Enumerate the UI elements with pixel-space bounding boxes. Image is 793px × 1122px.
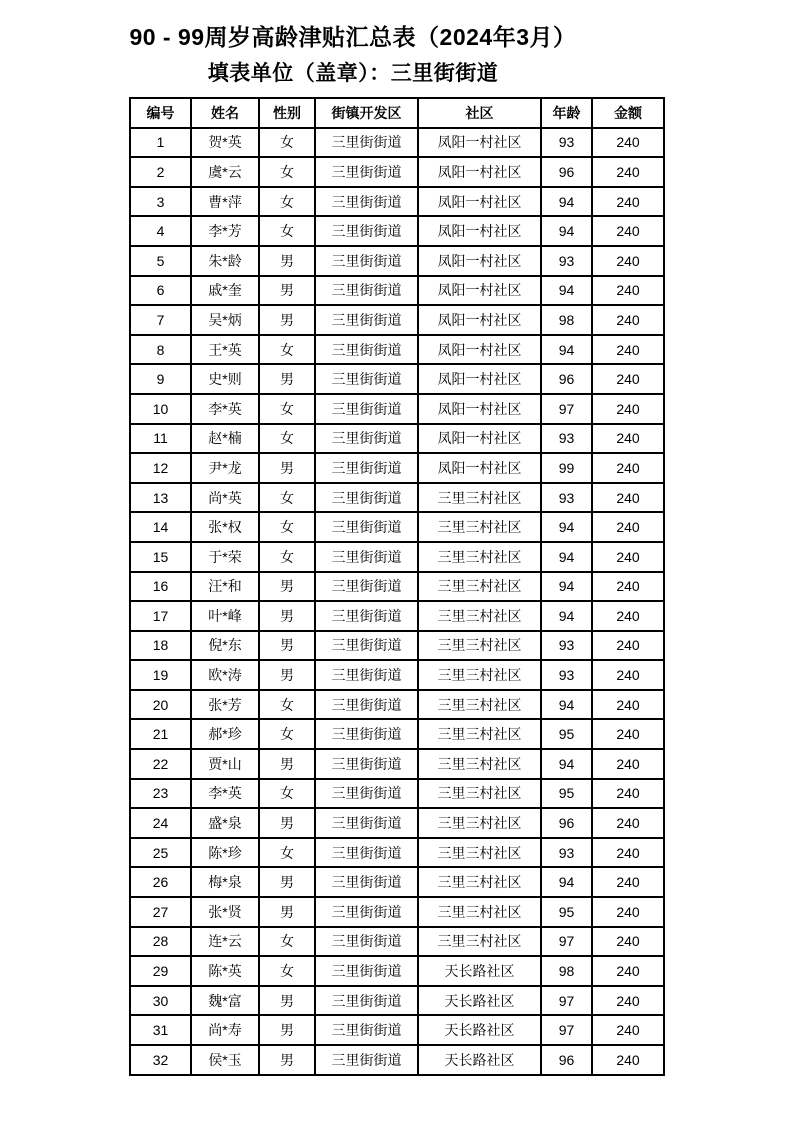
table-row bbox=[130, 394, 664, 424]
cell-amount: 240 bbox=[592, 216, 664, 246]
cell-name: 尚*英 bbox=[191, 483, 259, 513]
cell-street: 三里街街道 bbox=[315, 927, 418, 957]
cell-number: 31 bbox=[130, 1015, 191, 1045]
cell-amount: 240 bbox=[592, 986, 664, 1016]
cell-name: 史*则 bbox=[191, 364, 259, 394]
cell-name: 赵*楠 bbox=[191, 424, 259, 454]
cell-age: 98 bbox=[541, 305, 592, 335]
cell-amount: 240 bbox=[592, 364, 664, 394]
cell-name: 陈*英 bbox=[191, 956, 259, 986]
cell-name: 尹*龙 bbox=[191, 453, 259, 483]
cell-community: 凤阳一村社区 bbox=[418, 453, 541, 483]
cell-street: 三里街街道 bbox=[315, 394, 418, 424]
table-row bbox=[130, 246, 664, 276]
cell-gender: 女 bbox=[259, 719, 315, 749]
cell-amount: 240 bbox=[592, 808, 664, 838]
cell-number: 10 bbox=[130, 394, 191, 424]
cell-street: 三里街街道 bbox=[315, 1045, 418, 1075]
cell-street: 三里街街道 bbox=[315, 364, 418, 394]
table-row bbox=[130, 453, 664, 483]
column-header-gender: 性别 bbox=[259, 98, 315, 128]
cell-number: 32 bbox=[130, 1045, 191, 1075]
cell-amount: 240 bbox=[592, 867, 664, 897]
cell-amount: 240 bbox=[592, 542, 664, 572]
cell-community: 三里三村社区 bbox=[418, 601, 541, 631]
cell-age: 94 bbox=[541, 749, 592, 779]
cell-street: 三里街街道 bbox=[315, 690, 418, 720]
cell-name: 郝*珍 bbox=[191, 719, 259, 749]
table-header-row bbox=[130, 98, 664, 128]
cell-name: 李*芳 bbox=[191, 216, 259, 246]
table-row bbox=[130, 216, 664, 246]
table-row bbox=[130, 364, 664, 394]
cell-amount: 240 bbox=[592, 453, 664, 483]
cell-amount: 240 bbox=[592, 512, 664, 542]
cell-age: 94 bbox=[541, 512, 592, 542]
cell-amount: 240 bbox=[592, 424, 664, 454]
cell-number: 14 bbox=[130, 512, 191, 542]
page-title: 90 - 99周岁高龄津贴汇总表（2024年3月） bbox=[129, 24, 577, 50]
cell-name: 贺*英 bbox=[191, 128, 259, 158]
cell-age: 94 bbox=[541, 216, 592, 246]
cell-number: 29 bbox=[130, 956, 191, 986]
cell-amount: 240 bbox=[592, 335, 664, 365]
cell-community: 凤阳一村社区 bbox=[418, 246, 541, 276]
cell-name: 曹*萍 bbox=[191, 187, 259, 217]
cell-amount: 240 bbox=[592, 660, 664, 690]
cell-number: 18 bbox=[130, 631, 191, 661]
cell-age: 97 bbox=[541, 986, 592, 1016]
cell-number: 16 bbox=[130, 572, 191, 602]
cell-name: 魏*富 bbox=[191, 986, 259, 1016]
table-row bbox=[130, 335, 664, 365]
cell-gender: 女 bbox=[259, 927, 315, 957]
cell-age: 94 bbox=[541, 867, 592, 897]
cell-number: 20 bbox=[130, 690, 191, 720]
cell-name: 李*英 bbox=[191, 394, 259, 424]
cell-name: 戚*奎 bbox=[191, 276, 259, 306]
table-row bbox=[130, 690, 664, 720]
cell-community: 三里三村社区 bbox=[418, 808, 541, 838]
cell-gender: 女 bbox=[259, 424, 315, 454]
cell-gender: 男 bbox=[259, 246, 315, 276]
cell-gender: 女 bbox=[259, 335, 315, 365]
cell-number: 8 bbox=[130, 335, 191, 365]
table-row bbox=[130, 276, 664, 306]
cell-community: 天长路社区 bbox=[418, 1015, 541, 1045]
cell-gender: 男 bbox=[259, 276, 315, 306]
cell-name: 张*贤 bbox=[191, 897, 259, 927]
cell-amount: 240 bbox=[592, 276, 664, 306]
cell-street: 三里街街道 bbox=[315, 424, 418, 454]
cell-name: 侯*玉 bbox=[191, 1045, 259, 1075]
cell-community: 凤阳一村社区 bbox=[418, 187, 541, 217]
cell-street: 三里街街道 bbox=[315, 867, 418, 897]
cell-community: 三里三村社区 bbox=[418, 631, 541, 661]
cell-gender: 女 bbox=[259, 216, 315, 246]
cell-age: 94 bbox=[541, 572, 592, 602]
cell-gender: 女 bbox=[259, 779, 315, 809]
cell-amount: 240 bbox=[592, 483, 664, 513]
cell-number: 12 bbox=[130, 453, 191, 483]
cell-community: 天长路社区 bbox=[418, 956, 541, 986]
cell-number: 17 bbox=[130, 601, 191, 631]
cell-name: 于*荣 bbox=[191, 542, 259, 572]
table-row bbox=[130, 779, 664, 809]
cell-number: 4 bbox=[130, 216, 191, 246]
cell-community: 凤阳一村社区 bbox=[418, 335, 541, 365]
cell-street: 三里街街道 bbox=[315, 542, 418, 572]
cell-street: 三里街街道 bbox=[315, 246, 418, 276]
cell-gender: 男 bbox=[259, 749, 315, 779]
cell-street: 三里街街道 bbox=[315, 187, 418, 217]
cell-age: 95 bbox=[541, 719, 592, 749]
page-subtitle: 填表单位（盖章）：三里街街道 bbox=[207, 62, 499, 85]
cell-street: 三里街街道 bbox=[315, 719, 418, 749]
table-header bbox=[130, 98, 664, 128]
table-row bbox=[130, 512, 664, 542]
cell-gender: 女 bbox=[259, 187, 315, 217]
cell-age: 94 bbox=[541, 601, 592, 631]
cell-community: 凤阳一村社区 bbox=[418, 157, 541, 187]
cell-name: 盛*泉 bbox=[191, 808, 259, 838]
cell-number: 25 bbox=[130, 838, 191, 868]
cell-street: 三里街街道 bbox=[315, 956, 418, 986]
cell-community: 三里三村社区 bbox=[418, 897, 541, 927]
cell-street: 三里街街道 bbox=[315, 897, 418, 927]
cell-gender: 女 bbox=[259, 838, 315, 868]
cell-name: 张*芳 bbox=[191, 690, 259, 720]
cell-amount: 240 bbox=[592, 157, 664, 187]
cell-name: 叶*峰 bbox=[191, 601, 259, 631]
cell-number: 27 bbox=[130, 897, 191, 927]
cell-gender: 男 bbox=[259, 986, 315, 1016]
cell-age: 93 bbox=[541, 424, 592, 454]
cell-age: 93 bbox=[541, 483, 592, 513]
cell-community: 三里三村社区 bbox=[418, 927, 541, 957]
cell-amount: 240 bbox=[592, 246, 664, 276]
cell-community: 三里三村社区 bbox=[418, 779, 541, 809]
cell-age: 97 bbox=[541, 394, 592, 424]
cell-age: 94 bbox=[541, 542, 592, 572]
cell-community: 凤阳一村社区 bbox=[418, 216, 541, 246]
cell-community: 三里三村社区 bbox=[418, 719, 541, 749]
cell-gender: 男 bbox=[259, 364, 315, 394]
cell-age: 94 bbox=[541, 690, 592, 720]
cell-name: 倪*东 bbox=[191, 631, 259, 661]
cell-number: 19 bbox=[130, 660, 191, 690]
cell-name: 汪*和 bbox=[191, 572, 259, 602]
cell-gender: 男 bbox=[259, 305, 315, 335]
cell-street: 三里街街道 bbox=[315, 749, 418, 779]
cell-name: 朱*龄 bbox=[191, 246, 259, 276]
cell-community: 凤阳一村社区 bbox=[418, 305, 541, 335]
cell-gender: 女 bbox=[259, 512, 315, 542]
cell-name: 梅*泉 bbox=[191, 867, 259, 897]
cell-gender: 女 bbox=[259, 483, 315, 513]
cell-name: 连*云 bbox=[191, 927, 259, 957]
cell-amount: 240 bbox=[592, 927, 664, 957]
cell-street: 三里街街道 bbox=[315, 779, 418, 809]
cell-number: 15 bbox=[130, 542, 191, 572]
cell-number: 5 bbox=[130, 246, 191, 276]
table-row bbox=[130, 483, 664, 513]
cell-age: 97 bbox=[541, 927, 592, 957]
cell-number: 2 bbox=[130, 157, 191, 187]
cell-number: 11 bbox=[130, 424, 191, 454]
cell-amount: 240 bbox=[592, 394, 664, 424]
cell-age: 94 bbox=[541, 335, 592, 365]
cell-street: 三里街街道 bbox=[315, 276, 418, 306]
cell-amount: 240 bbox=[592, 897, 664, 927]
cell-gender: 男 bbox=[259, 867, 315, 897]
cell-amount: 240 bbox=[592, 749, 664, 779]
cell-age: 93 bbox=[541, 660, 592, 690]
heading-block bbox=[0, 0, 706, 86]
cell-number: 23 bbox=[130, 779, 191, 809]
cell-gender: 男 bbox=[259, 631, 315, 661]
cell-gender: 男 bbox=[259, 1015, 315, 1045]
table-row bbox=[130, 749, 664, 779]
table-row bbox=[130, 128, 664, 158]
cell-gender: 男 bbox=[259, 601, 315, 631]
cell-amount: 240 bbox=[592, 631, 664, 661]
cell-name: 张*权 bbox=[191, 512, 259, 542]
table-row bbox=[130, 305, 664, 335]
cell-street: 三里街街道 bbox=[315, 453, 418, 483]
cell-name: 陈*珍 bbox=[191, 838, 259, 868]
cell-number: 21 bbox=[130, 719, 191, 749]
cell-community: 三里三村社区 bbox=[418, 512, 541, 542]
cell-number: 7 bbox=[130, 305, 191, 335]
cell-number: 13 bbox=[130, 483, 191, 513]
table-row bbox=[130, 187, 664, 217]
cell-amount: 240 bbox=[592, 572, 664, 602]
cell-name: 尚*寿 bbox=[191, 1015, 259, 1045]
cell-amount: 240 bbox=[592, 128, 664, 158]
cell-amount: 240 bbox=[592, 601, 664, 631]
column-header-name: 姓名 bbox=[191, 98, 259, 128]
cell-street: 三里街街道 bbox=[315, 986, 418, 1016]
cell-name: 吴*炳 bbox=[191, 305, 259, 335]
table-row bbox=[130, 1045, 664, 1075]
cell-number: 22 bbox=[130, 749, 191, 779]
column-header-community: 社区 bbox=[418, 98, 541, 128]
cell-amount: 240 bbox=[592, 690, 664, 720]
cell-gender: 女 bbox=[259, 128, 315, 158]
cell-age: 99 bbox=[541, 453, 592, 483]
cell-amount: 240 bbox=[592, 838, 664, 868]
cell-community: 三里三村社区 bbox=[418, 749, 541, 779]
cell-street: 三里街街道 bbox=[315, 660, 418, 690]
cell-number: 9 bbox=[130, 364, 191, 394]
table-row bbox=[130, 660, 664, 690]
cell-community: 凤阳一村社区 bbox=[418, 128, 541, 158]
cell-community: 三里三村社区 bbox=[418, 838, 541, 868]
cell-number: 26 bbox=[130, 867, 191, 897]
table-row bbox=[130, 956, 664, 986]
cell-community: 凤阳一村社区 bbox=[418, 364, 541, 394]
cell-name: 贾*山 bbox=[191, 749, 259, 779]
cell-number: 28 bbox=[130, 927, 191, 957]
cell-street: 三里街街道 bbox=[315, 572, 418, 602]
column-header-amount: 金额 bbox=[592, 98, 664, 128]
cell-age: 93 bbox=[541, 128, 592, 158]
cell-number: 3 bbox=[130, 187, 191, 217]
cell-gender: 女 bbox=[259, 157, 315, 187]
cell-community: 三里三村社区 bbox=[418, 542, 541, 572]
cell-gender: 女 bbox=[259, 690, 315, 720]
cell-age: 95 bbox=[541, 779, 592, 809]
cell-age: 94 bbox=[541, 187, 592, 217]
cell-number: 30 bbox=[130, 986, 191, 1016]
cell-gender: 男 bbox=[259, 453, 315, 483]
cell-community: 三里三村社区 bbox=[418, 867, 541, 897]
table-row bbox=[130, 601, 664, 631]
cell-name: 欧*涛 bbox=[191, 660, 259, 690]
cell-gender: 女 bbox=[259, 394, 315, 424]
cell-number: 24 bbox=[130, 808, 191, 838]
cell-age: 96 bbox=[541, 1045, 592, 1075]
cell-street: 三里街街道 bbox=[315, 1015, 418, 1045]
cell-age: 93 bbox=[541, 631, 592, 661]
cell-street: 三里街街道 bbox=[315, 512, 418, 542]
column-header-street: 街镇开发区 bbox=[315, 98, 418, 128]
cell-age: 98 bbox=[541, 956, 592, 986]
cell-number: 1 bbox=[130, 128, 191, 158]
cell-age: 93 bbox=[541, 838, 592, 868]
column-header-number: 编号 bbox=[130, 98, 191, 128]
cell-number: 6 bbox=[130, 276, 191, 306]
cell-community: 凤阳一村社区 bbox=[418, 394, 541, 424]
table-row bbox=[130, 927, 664, 957]
table-row bbox=[130, 157, 664, 187]
cell-age: 96 bbox=[541, 364, 592, 394]
table-row bbox=[130, 719, 664, 749]
table-row bbox=[130, 867, 664, 897]
cell-amount: 240 bbox=[592, 1015, 664, 1045]
cell-gender: 女 bbox=[259, 956, 315, 986]
cell-amount: 240 bbox=[592, 305, 664, 335]
cell-community: 天长路社区 bbox=[418, 1045, 541, 1075]
cell-community: 三里三村社区 bbox=[418, 572, 541, 602]
cell-name: 李*英 bbox=[191, 779, 259, 809]
table-row bbox=[130, 631, 664, 661]
cell-gender: 男 bbox=[259, 1045, 315, 1075]
cell-amount: 240 bbox=[592, 956, 664, 986]
cell-community: 三里三村社区 bbox=[418, 483, 541, 513]
cell-age: 96 bbox=[541, 157, 592, 187]
cell-community: 凤阳一村社区 bbox=[418, 424, 541, 454]
cell-community: 天长路社区 bbox=[418, 986, 541, 1016]
cell-street: 三里街街道 bbox=[315, 601, 418, 631]
cell-street: 三里街街道 bbox=[315, 128, 418, 158]
table-row bbox=[130, 572, 664, 602]
cell-community: 凤阳一村社区 bbox=[418, 276, 541, 306]
cell-community: 三里三村社区 bbox=[418, 690, 541, 720]
cell-age: 96 bbox=[541, 808, 592, 838]
cell-street: 三里街街道 bbox=[315, 483, 418, 513]
cell-gender: 男 bbox=[259, 660, 315, 690]
cell-street: 三里街街道 bbox=[315, 838, 418, 868]
table-row bbox=[130, 1015, 664, 1045]
cell-age: 94 bbox=[541, 276, 592, 306]
cell-amount: 240 bbox=[592, 187, 664, 217]
cell-street: 三里街街道 bbox=[315, 305, 418, 335]
cell-street: 三里街街道 bbox=[315, 216, 418, 246]
cell-street: 三里街街道 bbox=[315, 335, 418, 365]
table-row bbox=[130, 808, 664, 838]
table-row bbox=[130, 542, 664, 572]
cell-community: 三里三村社区 bbox=[418, 660, 541, 690]
cell-age: 97 bbox=[541, 1015, 592, 1045]
cell-street: 三里街街道 bbox=[315, 808, 418, 838]
cell-age: 95 bbox=[541, 897, 592, 927]
subsidy-summary-table bbox=[129, 97, 665, 1076]
cell-name: 王*英 bbox=[191, 335, 259, 365]
cell-street: 三里街街道 bbox=[315, 631, 418, 661]
table-row bbox=[130, 897, 664, 927]
cell-gender: 女 bbox=[259, 542, 315, 572]
table-row bbox=[130, 986, 664, 1016]
cell-amount: 240 bbox=[592, 719, 664, 749]
cell-name: 虞*云 bbox=[191, 157, 259, 187]
cell-amount: 240 bbox=[592, 779, 664, 809]
table-body bbox=[130, 128, 664, 1075]
cell-amount: 240 bbox=[592, 1045, 664, 1075]
cell-street: 三里街街道 bbox=[315, 157, 418, 187]
column-header-age: 年龄 bbox=[541, 98, 592, 128]
cell-gender: 男 bbox=[259, 808, 315, 838]
cell-age: 93 bbox=[541, 246, 592, 276]
table-row bbox=[130, 838, 664, 868]
cell-gender: 男 bbox=[259, 572, 315, 602]
cell-gender: 男 bbox=[259, 897, 315, 927]
table-row bbox=[130, 424, 664, 454]
